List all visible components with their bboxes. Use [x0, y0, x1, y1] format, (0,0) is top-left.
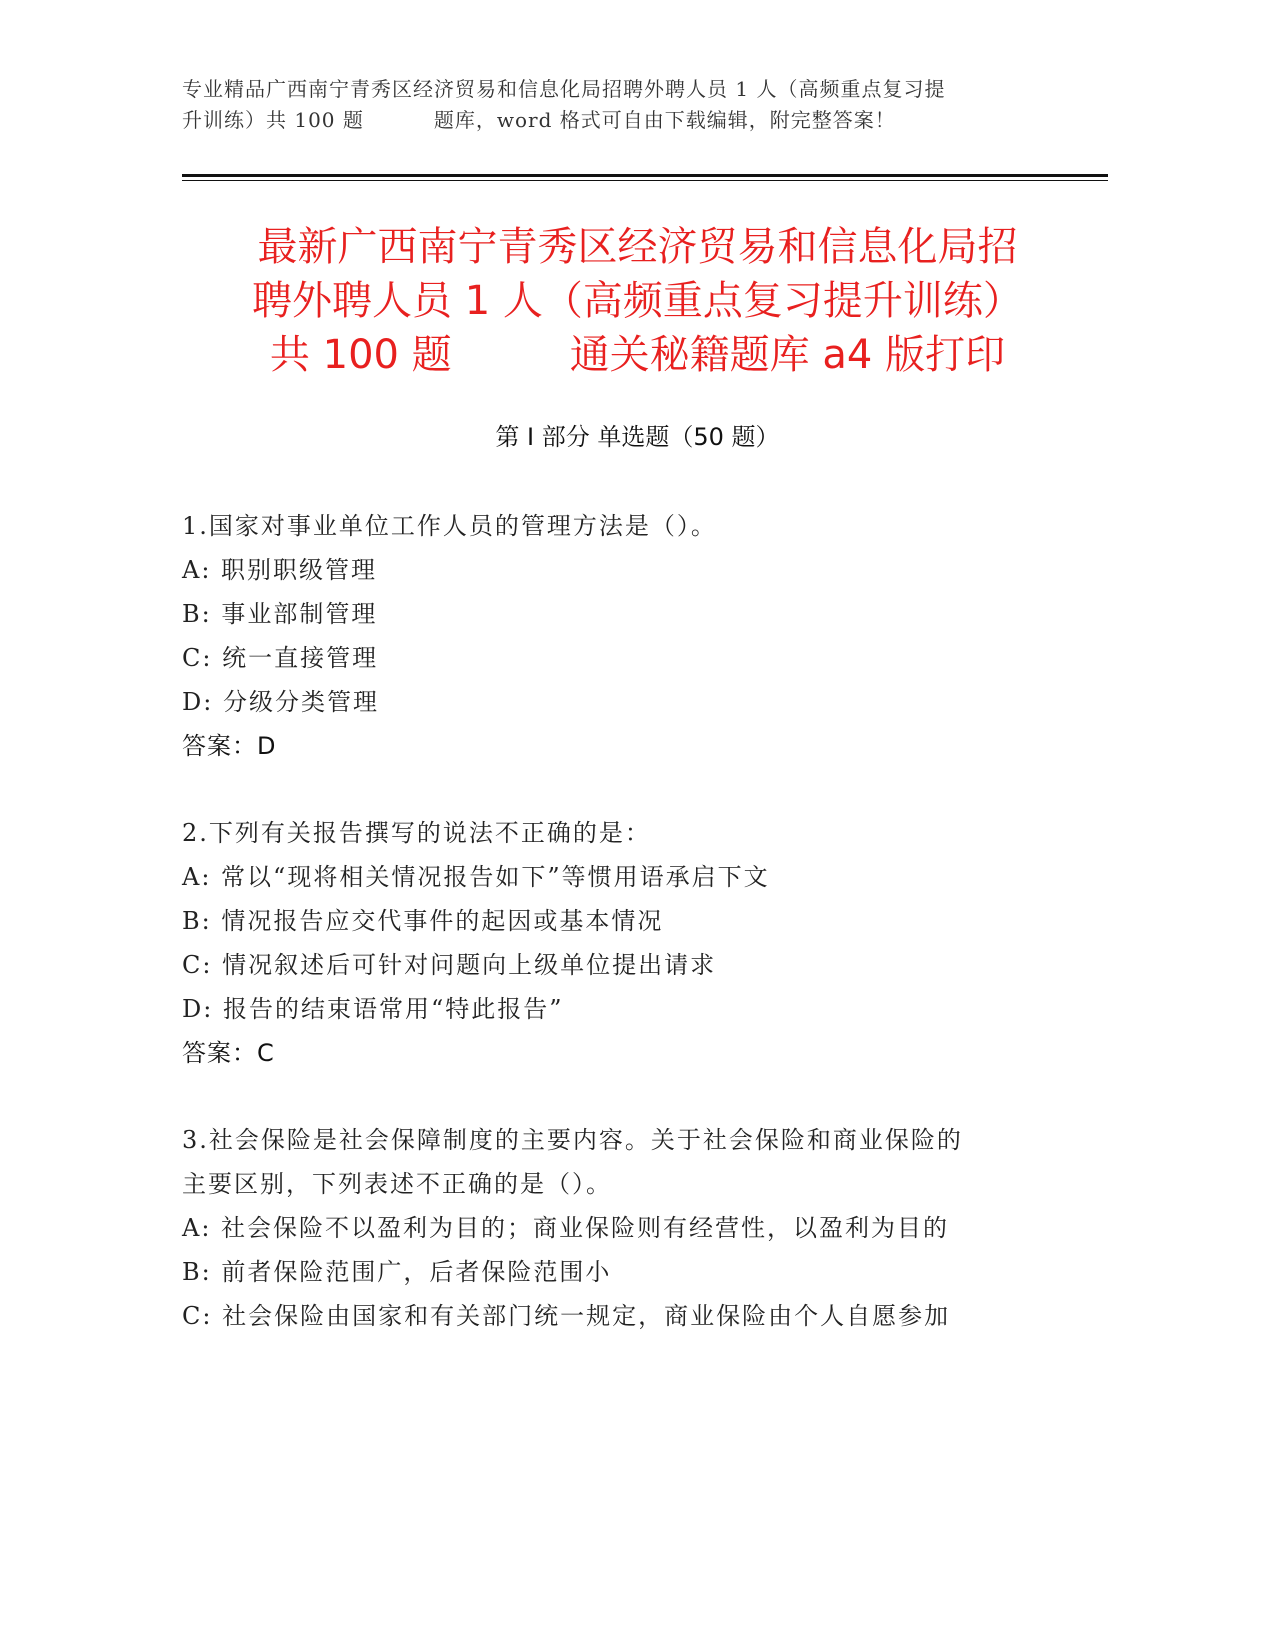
question-option: B: 情况报告应交代事件的起因或基本情况	[182, 907, 664, 935]
question-item	[182, 811, 1062, 1075]
title-line-3-left: 共 100 题	[269, 332, 452, 378]
question-option: C: 统一直接管理	[182, 644, 379, 672]
section-heading: 第 I 部分 单选题（50 题）	[495, 423, 780, 451]
header-line-2-left: 升训练）共 100 题	[182, 108, 364, 132]
title-line-1: 最新广西南宁青秀区经济贸易和信息化局招	[257, 224, 1018, 270]
question-option: C: 社会保险由国家和有关部门统一规定，商业保险由个人自愿参加	[182, 1302, 951, 1330]
question-stem: 2.下列有关报告撰写的说法不正确的是：	[182, 819, 651, 847]
page-header	[182, 74, 1062, 136]
question-option: C: 情况叙述后可针对问题向上级单位提出请求	[182, 951, 717, 979]
document-title	[170, 220, 1105, 382]
question-answer: 答案：C	[182, 1039, 275, 1067]
question-option: D: 报告的结束语常用“特此报告”	[182, 995, 564, 1023]
title-line-2: 聘外聘人员 1 人（高频重点复习提升训练）	[252, 278, 1023, 324]
question-option: A: 常以“现将相关情况报告如下”等惯用语承启下文	[182, 863, 770, 891]
question-stem-continued: 主要区别，下列表述不正确的是（）。	[182, 1170, 612, 1198]
header-line-1: 专业精品广西南宁青秀区经济贸易和信息化局招聘外聘人员 1 人（高频重点复习提	[182, 77, 946, 101]
question-option: A: 职别职级管理	[182, 556, 378, 584]
title-line-3-right: 通关秘籍题库 a4 版打印	[569, 332, 1006, 378]
header-divider-thick	[182, 174, 1108, 177]
question-answer: 答案：D	[182, 732, 277, 760]
header-line-2	[182, 105, 1062, 136]
question-list	[182, 504, 1062, 1381]
question-stem: 1.国家对事业单位工作人员的管理方法是（）。	[182, 512, 717, 540]
question-stem: 3.社会保险是社会保障制度的主要内容。关于社会保险和商业保险的	[182, 1126, 963, 1154]
question-option: B: 前者保险范围广，后者保险范围小	[182, 1258, 612, 1286]
question-option: B: 事业部制管理	[182, 600, 378, 628]
question-item	[182, 1118, 1062, 1338]
question-option: A: 社会保险不以盈利为目的；商业保险则有经营性，以盈利为目的	[182, 1214, 950, 1242]
title-line-3	[170, 328, 1105, 382]
question-option: D: 分级分类管理	[182, 688, 379, 716]
header-divider-thin	[182, 180, 1108, 181]
question-item	[182, 504, 1062, 768]
header-line-2-right: 题库，word 格式可自由下载编辑，附完整答案！	[433, 108, 896, 132]
